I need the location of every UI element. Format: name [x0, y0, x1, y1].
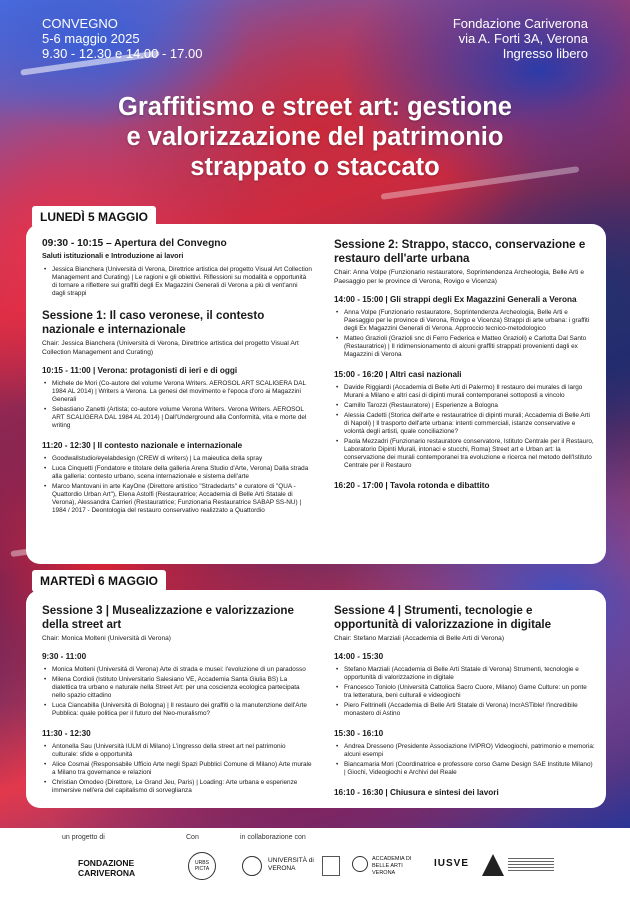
- list-item: • Matteo Grazioli (Grazioli snc di Ferro Federica e Matteo Grazioli) e Carlotta Dal Santo (Restauratrice) | Il ridimensionamento di alcuni graffiti strappati provenienti dagli ex Magazzini di Verona: [334, 335, 596, 359]
- architecture-logo-text: [508, 858, 554, 872]
- list-item: • Michele de Mori (Co-autore del volume Verona Writers. AEROSOL ART SCALIGERA DAL 1984 AL 2014) | Writers a Verona. La genesi del movimento e l'epoca d'oro ai Magazzini Generali: [42, 380, 312, 404]
- closing-roundtable: 16:20 - 17:00 | Tavola rotonda e dibattito: [334, 481, 490, 490]
- day-label-monday: LUNEDÌ 5 MAGGIO: [32, 206, 156, 228]
- iusve-logo: IUSVE: [434, 858, 470, 869]
- event-type: CONVEGNO: [42, 16, 118, 31]
- list-item: • Antonella Sau (Università IULM di Milano) L'ingresso della street art nel patrimonio culturale: sfide e opportunità: [42, 743, 312, 759]
- list-item: • Goodwallstudio/eyelabdesign (CREW di writers) | La maieutica della spray: [42, 455, 312, 463]
- title-line: e valorizzazione del patrimonio: [126, 123, 504, 151]
- day1-right-column: [334, 238, 596, 495]
- day-label-tuesday: MARTEDÌ 6 MAGGIO: [32, 570, 166, 592]
- title-line: strappato o staccato: [190, 153, 440, 181]
- list-item: • Paola Mezzadri (Funzionario restauratore conservatore, Istituto Centrale per il Restauro, Laboratorio Dipinti Murali, intonaci e stucchi, Roma) Street art e Urban art: la conservazione dei murali contemporanei tra evoluzione e ricerca nel metodo dell'Istituto Centrale per il Restauro: [334, 438, 596, 470]
- list-item: • Sebastiano Zanetti (Artista; co-autore volume Verona Writers. Verona Writers. AEROSOL ART SCALIGERA DAL 1984 AL 2014) | Dall'Underground alla Conformità, vita e morte del writing: [42, 406, 312, 430]
- session-3-title: Sessione 3 | Musealizzazione e valorizzazione della street art: [42, 604, 294, 631]
- session-2a-time: 14:00 - 15:00 | Gli strappi degli Ex Magazzini Generali a Verona: [334, 295, 577, 304]
- list-item: • Luca Ciancabilla (Università di Bologna) | Il restauro dei graffiti o la manutenzione dell'Arte Pubblica: quale politica per il futuro del Neo-muralismo?: [42, 702, 312, 718]
- university-seal-icon: [242, 856, 262, 876]
- session-1-chair: Chair: Jessica Bianchera (Università di Verona, Direttrice artistica del progetto Visual Art Collection Management and Curating): [42, 340, 299, 356]
- event-hours: 9.30 - 12.30 e 14.00 - 17.00: [42, 46, 203, 61]
- event-info: [42, 16, 202, 61]
- venue-info: [453, 16, 588, 61]
- venue-name: Fondazione Cariverona: [452, 16, 588, 31]
- list-item: • Camillo Tarozzi (Restauratore) | Esperienze a Bologna: [334, 402, 596, 410]
- list-item: • Marco Mantovani in arte KayOne (Direttore artistico "Stradedarts" e curatore di "QUA - Quattordio Urban Art"), Elena Astolfi (Restauratrice; Accademia di Belle Arti Statale di Verona), Alessandra Carrieri (Restauratrice; Funzionaria Restauratrice SABAP SS-NU) | 1984 / 2017 - Deontologia del restauro conservativo realizzato a Quattordio: [42, 483, 312, 515]
- day2-left-column: [42, 604, 312, 797]
- list-item: • Biancamaria Mori (Coordinatrice e professore corso Game Design SAE Institute Milano) | Giochi, Videogiochi e Archivi del Reale: [334, 761, 596, 777]
- session-1b-time: 11:20 - 12:30 | Il contesto nazionale e internazionale: [42, 441, 243, 450]
- list-item: • Alice Cosmai (Responsabile Ufficio Arte negli Spazi Pubblici Comune di Milano) Arte murale a Milano tra governance e relazioni: [42, 761, 312, 777]
- session-4-chair: Chair: Stefano Marziali (Accademia di Belle Arti di Verona): [334, 635, 505, 642]
- poster-title: [40, 92, 590, 182]
- venue-address: via A. Forti 3A, Verona: [458, 31, 588, 46]
- day1-left-column: [42, 238, 312, 517]
- list-item: • Alessia Cadetti (Storica dell'arte e restauratrice di dipinti murali; Accademia di Belle Arti di Napoli) | Il trasporto dell'arte urbana: intenti commerciali, istanze conservative e volontà degli artisti, quale conciliazione?: [334, 412, 596, 436]
- univr-logo: UNIVERSITÀ di VERONA: [268, 857, 314, 872]
- department-logo-icon: [322, 856, 340, 876]
- fondazione-cariverona-logo: FONDAZIONE CARIVERONA: [78, 858, 136, 878]
- urbs-picta-logo: URBS PICTA: [194, 860, 210, 872]
- list-item: • Stefano Marziali (Accademia di Belle Arti Statale di Verona) Strumenti, tecnologie e opportunità di valorizzazione in digitale: [334, 666, 596, 682]
- session-3a-time: 9:30 - 11:00: [42, 652, 87, 661]
- list-item: • Christian Omodeo (Direttore, Le Grand Jeu, Paris) | Loading: Arte urbana e esperienze immersive nell'era del capitalismo di sorveglianza: [42, 779, 312, 795]
- session-2b-time: 15:00 - 16:20 | Altri casi nazionali: [334, 370, 462, 379]
- entry-info: Ingresso libero: [502, 46, 588, 61]
- label-project: un progetto di: [62, 834, 105, 841]
- session-1a-time: 10:15 - 11:00 | Verona: protagonisti di ieri e di oggi: [42, 366, 238, 375]
- session-4a-time: 14:00 - 15:30: [334, 652, 384, 661]
- list-item: • Monica Molteni (Università di Verona) Arte di strada e musei: l'evoluzione di un paradosso: [42, 666, 312, 674]
- session-2-title: Sessione 2: Strappo, stacco, conservazione e restauro dell'arte urbana: [334, 238, 586, 265]
- event-dates: 5-6 maggio 2025: [42, 31, 140, 46]
- closing-summary: 16:10 - 16:30 | Chiusura e sintesi dei lavori: [334, 788, 499, 797]
- day2-panel: [26, 590, 606, 808]
- list-item: • Piero Feltrinelli (Accademia di Belle Arti Statale di Verona) IncrASTible! l'incredibile monastero di Astino: [334, 702, 596, 718]
- opening-title: 09:30 - 10:15 – Apertura del Convegno: [42, 238, 227, 249]
- accademia-emblem-icon: [352, 856, 368, 872]
- session-2-chair: Chair: Anna Volpe (Funzionario restauratore, Soprintendenza Archeologia, Belle Arti e Paesaggio per le province di Verona, Rovigo e Vicenza): [334, 269, 584, 285]
- title-line: Graffitismo e street art: gestione: [118, 93, 512, 121]
- list-item: • Milena Cordioli (Istituto Universitario Salesiano VE, Accademia Santa Giulia BS) La dialettica tra urbano e naturale nella Street Art: per una coscienza ecologica partecipata nello spazio cittadino: [42, 676, 312, 700]
- list-item: • Francesco Toniolo (Università Cattolica Sacro Cuore, Milano) Game Culture: un ponte tra letteratura, beni culturali e videogiochi: [334, 684, 596, 700]
- label-with: Con: [186, 834, 199, 841]
- list-item: • Luca Cinquetti (Fondatore e titolare della galleria Arena Studio d'Arte, Verona) Dalla strada alla galleria: contesto urbano, scena internazionale e sistema dell'arte: [42, 465, 312, 481]
- day1-panel: [26, 224, 606, 564]
- list-item: • Davide Riggiardi (Accademia di Belle Arti di Palermo) Il restauro dei murales di largo Murani a Milano e altri casi di dipinti murali contemporanei sottoposti a vincolo: [334, 384, 596, 400]
- accademia-logo: ACCADEMIA DI BELLE ARTI VERONA: [372, 856, 412, 876]
- label-collaboration: in collaborazione con: [240, 834, 306, 841]
- architecture-logo-icon: [482, 854, 504, 876]
- list-item: • Andrea Dresseno (Presidente Associazione IVIPRO) Videogiochi, patrimonio e memoria: alcuni esempi: [334, 743, 596, 759]
- session-4-title: Sessione 4 | Strumenti, tecnologie e opportunità di valorizzazione in digitale: [334, 604, 552, 631]
- day2-right-column: [334, 604, 596, 802]
- list-item: • Jessica Bianchera (Università di Verona, Direttrice artistica del progetto Visual Art Collection Management and Curating) | Le ragioni e gli obiettivi. Riflessioni su modalità e opportunità di tornare a riflettere sui graffiti degli Ex Magazzini Generali di Verona a più di vent'anni dagli strappi: [42, 266, 312, 298]
- session-4b-time: 15:30 - 16:10: [334, 729, 384, 738]
- list-item: • Anna Volpe (Funzionario restauratore, Soprintendenza Archeologia, Belle Arti e Paesaggio per le province di Verona, Rovigo e Vicenza) Strappi di arte urbana: i graffiti degli Ex Magazzini Generali di Verona. Approccio tecnico-metodologico: [334, 309, 596, 333]
- session-3-chair: Chair: Monica Molteni (Università di Verona): [42, 635, 171, 642]
- session-1-title: Sessione 1: Il caso veronese, il contesto nazionale e internazionale: [42, 309, 265, 336]
- partners-footer: [0, 828, 630, 897]
- session-3b-time: 11:30 - 12:30: [42, 729, 91, 738]
- opening-subtitle: Saluti istituzionali e Introduzione ai lavori: [42, 251, 184, 260]
